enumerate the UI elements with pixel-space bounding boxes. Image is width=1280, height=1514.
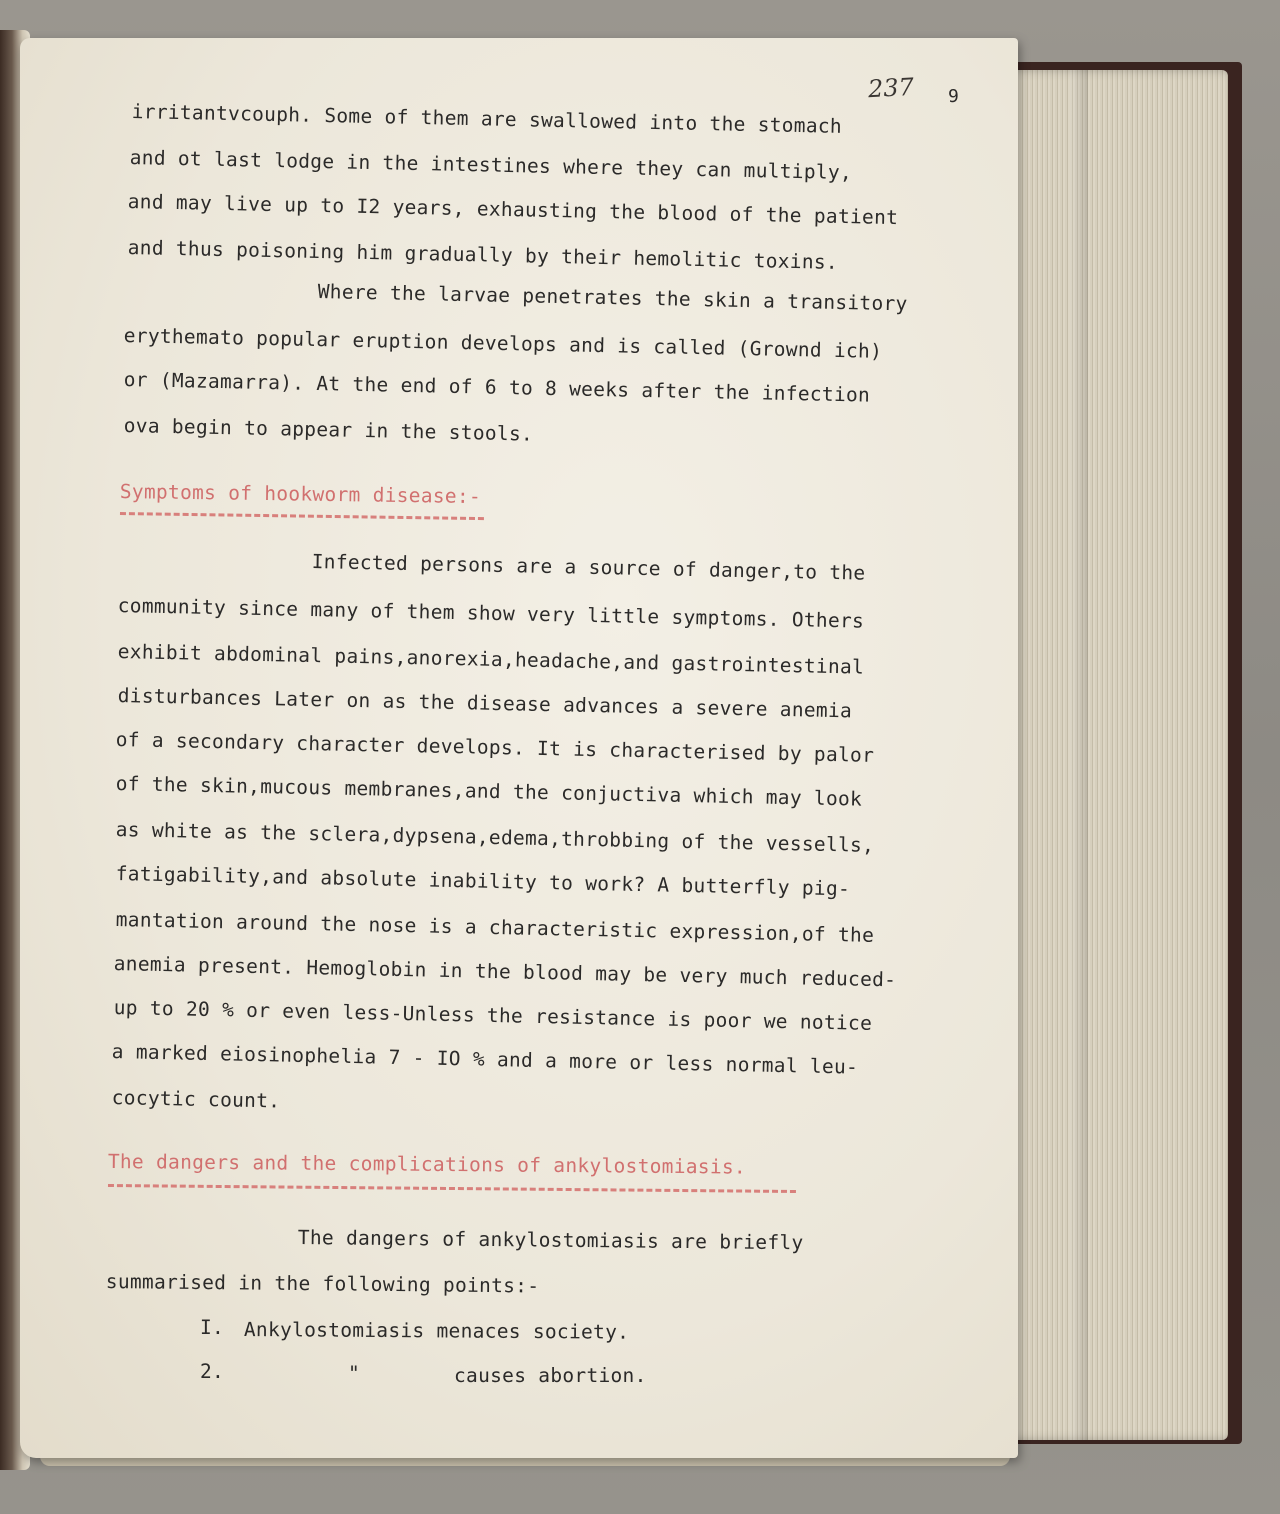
text-line: Where the larvae penetrates the skin a transitory bbox=[317, 280, 908, 316]
text-line: anemia present. Hemoglobin in the blood may be very much reduced- bbox=[113, 952, 897, 992]
text-line: as white as the sclera,dypsena,edema,throbbing of the vessells, bbox=[115, 818, 875, 857]
text-line: of a secondary character develops. It is characterised by palor bbox=[115, 728, 875, 767]
text-line: cocytic count. bbox=[111, 1086, 281, 1113]
ditto-mark: " bbox=[348, 1362, 361, 1385]
page-stack-fold bbox=[1070, 70, 1088, 1440]
text-line: irritantvcouph. Some of them are swallowed into the stomach bbox=[131, 100, 843, 138]
text-line: a marked eiosinophelia 7 - IO % and a more or less normal leu- bbox=[111, 1040, 859, 1079]
text-line: disturbances Later on as the disease advances a severe anemia bbox=[117, 684, 853, 723]
text-line: mantation around the nose is a characteristic expression,of the bbox=[115, 908, 875, 947]
text-line: of the skin,mucous membranes,and the conjuctiva which may look bbox=[115, 772, 863, 811]
text-line: summarised in the following points:- bbox=[105, 1270, 540, 1298]
list-item-text: Ankylostomiasis menaces society. bbox=[243, 1318, 630, 1344]
text-line: and ot last lodge in the intestines where they can multiply, bbox=[129, 146, 853, 185]
handwritten-page-number: 237 bbox=[867, 72, 915, 104]
list-number: I. bbox=[200, 1316, 225, 1339]
text-line: and may live up to I2 years, exhausting the blood of the patient bbox=[127, 190, 899, 230]
text-line: up to 20 % or even less-Unless the resistance is poor we notice bbox=[113, 996, 873, 1035]
text-line: The dangers of ankylostomiasis are briefly bbox=[297, 1226, 804, 1255]
heading-dangers: The dangers and the complications of ankylostomiasis. bbox=[107, 1150, 747, 1179]
text-line: fatigability,and absolute inability to work? A butterfly pig- bbox=[115, 862, 851, 901]
text-line: or (Mazamarra). At the end of 6 to 8 weeks after the infection bbox=[123, 368, 871, 407]
text-line: ova begin to appear in the stools. bbox=[123, 414, 534, 446]
text-line: and thus poisoning him gradually by their hemolitic toxins. bbox=[127, 236, 839, 274]
page-stack bbox=[1000, 70, 1228, 1440]
heading-symptoms: Symptoms of hookworm disease:- bbox=[119, 480, 482, 509]
list-number: 2. bbox=[200, 1360, 225, 1383]
text-line: exhibit abdominal pains,anorexia,headache,and gastrointestinal bbox=[117, 640, 865, 679]
text-line: Infected persons are a source of danger,to the bbox=[311, 550, 866, 585]
list-item-text: causes abortion. bbox=[454, 1364, 647, 1387]
text-line: community since many of them show very little symptoms. Others bbox=[117, 594, 865, 633]
page-number: 9 bbox=[948, 86, 959, 107]
text-line: erythemato popular eruption develops and is called (Grownd ich) bbox=[123, 324, 883, 363]
